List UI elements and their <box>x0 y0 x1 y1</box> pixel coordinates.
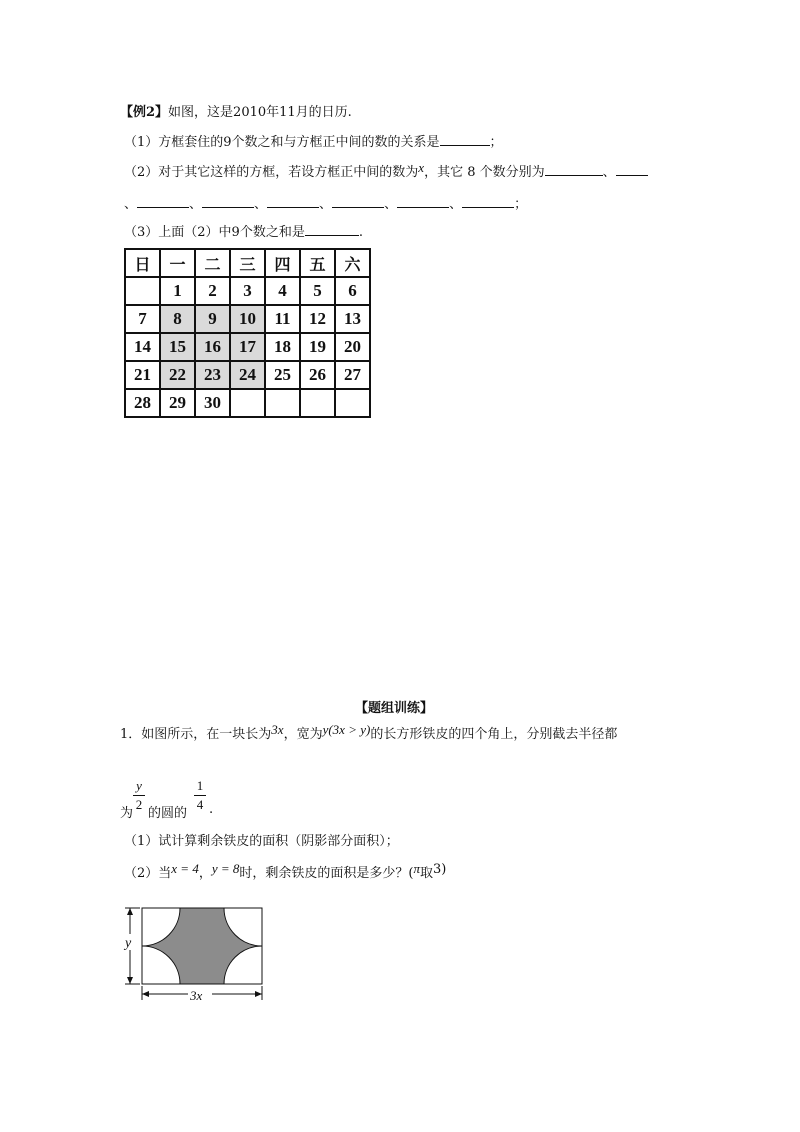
calendar-cell: 18 <box>265 333 300 361</box>
calendar-cell: 12 <box>300 305 335 333</box>
separator: 、 <box>124 197 138 212</box>
calendar-cell: 30 <box>195 389 230 417</box>
fraction-numerator: 1 <box>196 778 204 793</box>
sub-question-2-text-b: ， <box>198 866 212 881</box>
calendar-cell: 25 <box>265 361 300 389</box>
calendar-cell-framed: 15 <box>160 333 195 361</box>
separator: 、 <box>384 197 398 212</box>
arrow-left-icon <box>142 991 149 997</box>
question-1-end: ； <box>489 135 503 150</box>
problem-1-line-2c: . <box>209 802 214 817</box>
weekday-header: 三 <box>230 249 265 277</box>
calendar-cell: 13 <box>335 305 370 333</box>
length-label: 3x <box>190 988 203 1003</box>
weekday-header: 五 <box>300 249 335 277</box>
problem-1-text-a: 1．如图所示，在一块长为 <box>120 727 272 742</box>
weekday-header: 日 <box>125 249 160 277</box>
example-label: 【例2】 <box>120 105 169 120</box>
calendar-table <box>124 248 371 418</box>
calendar-cell-framed: 17 <box>230 333 265 361</box>
calendar-cell: 21 <box>125 361 160 389</box>
calendar-cell: 20 <box>335 333 370 361</box>
sheet-figure <box>120 900 270 1005</box>
calendar-row <box>125 305 370 333</box>
x-value: x = 4 <box>171 861 199 876</box>
question-1-text: （1）方框套住的9个数之和与方框正中间的数的关系是 <box>124 135 440 150</box>
calendar-cell: 3 <box>230 277 265 305</box>
calendar-row <box>125 361 370 389</box>
separator: 、 <box>602 165 616 180</box>
answer-blank[interactable] <box>137 195 189 208</box>
question-2-blanks <box>124 193 527 212</box>
sub-question-2-text-e: 3) <box>433 862 447 877</box>
weekday-header: 二 <box>195 249 230 277</box>
fraction-denominator: 4 <box>196 797 204 812</box>
weekday-header: 一 <box>160 249 195 277</box>
calendar-cell: 27 <box>335 361 370 389</box>
calendar-cell: 1 <box>160 277 195 305</box>
calendar-cell: 6 <box>335 277 370 305</box>
y-value: y = 8 <box>211 861 240 876</box>
question-1 <box>124 131 503 150</box>
answer-blank[interactable] <box>267 195 319 208</box>
width-expression: y(3x > y) <box>322 722 371 737</box>
problem-1-line-1 <box>120 723 617 742</box>
calendar-row <box>125 333 370 361</box>
calendar-row <box>125 277 370 305</box>
calendar-cell: 14 <box>125 333 160 361</box>
variable-x: x <box>418 160 425 175</box>
calendar-cell-framed: 22 <box>160 361 195 389</box>
calendar-cell <box>300 389 335 417</box>
question-3-text: （3）上面（2）中9个数之和是 <box>124 225 305 240</box>
calendar-cell <box>335 389 370 417</box>
calendar-cell-framed: 16 <box>195 333 230 361</box>
calendar-cell-framed: 23 <box>195 361 230 389</box>
calendar-cell: 19 <box>300 333 335 361</box>
sub-question-2-text-a: （2）当 <box>124 866 172 881</box>
answer-blank[interactable] <box>332 195 384 208</box>
sub-question-1: （1）试计算剩余铁皮的面积（阴影部分面积）； <box>124 834 399 849</box>
answer-blank[interactable] <box>305 223 359 236</box>
example-intro-text: 如图，这是2010年11月的日历. <box>168 105 352 120</box>
sub-question-2-text-c: 时，剩余铁皮的面积是多少？( <box>239 866 414 881</box>
question-2 <box>124 161 648 180</box>
sub-question-2 <box>124 862 446 881</box>
problem-1-text-c: 的长方形铁皮的四个角上，分别截去半径都 <box>370 727 618 742</box>
calendar-header-row <box>125 249 370 277</box>
weekday-header: 六 <box>335 249 370 277</box>
answer-blank[interactable] <box>397 195 449 208</box>
calendar-cell: 4 <box>265 277 300 305</box>
answer-blank[interactable] <box>545 163 603 176</box>
answer-blank[interactable] <box>462 195 514 208</box>
sub-question-2-text-d: 取 <box>419 866 433 881</box>
answer-blank[interactable] <box>440 133 490 146</box>
calendar-cell <box>265 389 300 417</box>
calendar-cell: 5 <box>300 277 335 305</box>
answer-blank[interactable] <box>616 163 648 176</box>
semicolon: ； <box>514 197 528 212</box>
height-label: y <box>125 936 132 951</box>
section-heading: 【题组训练】 <box>355 701 434 716</box>
fraction-numerator: y <box>136 778 142 793</box>
calendar-cell: 28 <box>125 389 160 417</box>
calendar-cell-framed: 8 <box>160 305 195 333</box>
length-expression: 3x <box>271 722 284 737</box>
calendar-cell-framed: 10 <box>230 305 265 333</box>
separator: 、 <box>449 197 463 212</box>
calendar-cell: 2 <box>195 277 230 305</box>
question-2-text-b: ，其它 8 个数分别为 <box>424 165 545 180</box>
separator: 、 <box>319 197 333 212</box>
calendar-cell <box>125 277 160 305</box>
problem-1-text-b: ，宽为 <box>283 727 323 742</box>
fraction-bar <box>194 795 206 796</box>
fraction-quarter <box>194 778 206 813</box>
fraction-denominator: 2 <box>135 797 143 812</box>
calendar-row <box>125 389 370 417</box>
fraction-bar <box>133 795 145 796</box>
arrow-down-icon <box>127 977 133 984</box>
calendar-cell: 11 <box>265 305 300 333</box>
separator: 、 <box>189 197 203 212</box>
calendar-cell-framed: 24 <box>230 361 265 389</box>
question-3-end: . <box>358 225 363 240</box>
calendar-cell: 7 <box>125 305 160 333</box>
answer-blank[interactable] <box>202 195 254 208</box>
arrow-right-icon <box>255 991 262 997</box>
question-2-text: （2）对于其它这样的方框，若设方框正中间的数为 <box>124 165 419 180</box>
calendar-cell: 29 <box>160 389 195 417</box>
calendar-cell <box>230 389 265 417</box>
separator: 、 <box>254 197 268 212</box>
fraction-radius <box>133 778 145 813</box>
problem-1-line-2b: 的圆的 <box>148 806 188 821</box>
calendar-cell-framed: 9 <box>195 305 230 333</box>
problem-1-line-2a: 为 <box>120 806 134 821</box>
pi-symbol: π <box>413 861 420 876</box>
weekday-header: 四 <box>265 249 300 277</box>
question-3 <box>124 221 363 240</box>
arrow-up-icon <box>127 908 133 915</box>
example-intro <box>120 101 352 120</box>
calendar-cell: 26 <box>300 361 335 389</box>
